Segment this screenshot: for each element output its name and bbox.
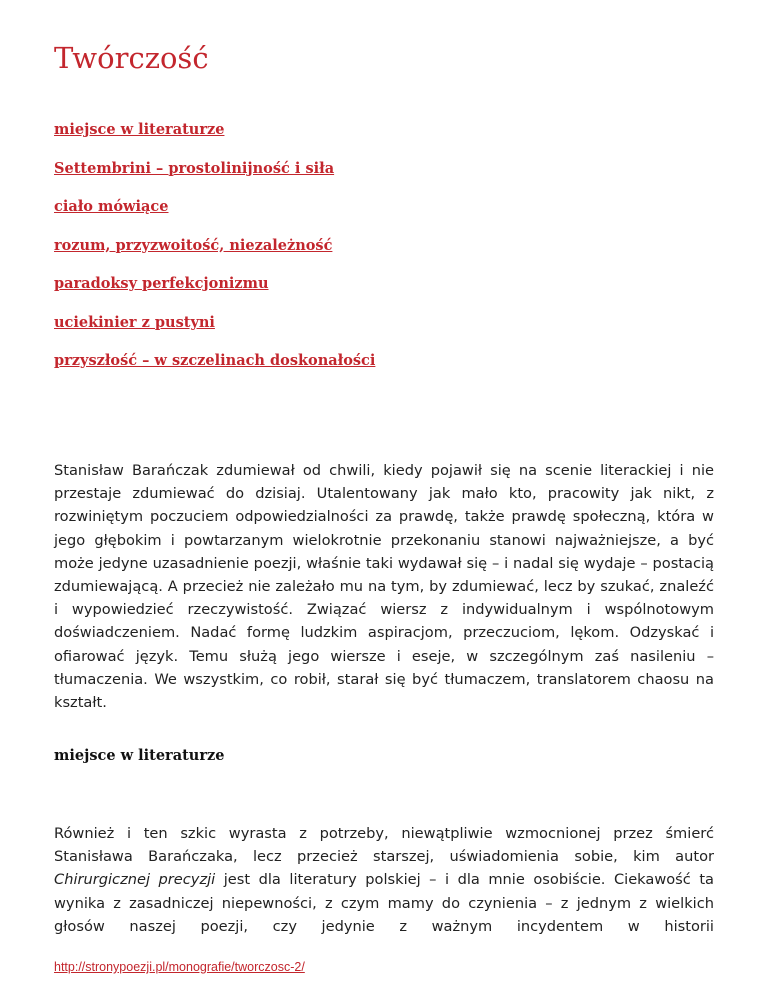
toc-link-cialo-mowiace[interactable]: ciało mówiące xyxy=(54,198,169,215)
toc-item xyxy=(54,197,375,236)
footer-source-link[interactable]: http://stronypoezji.pl/monografie/tworczosc-2/ xyxy=(54,960,305,974)
toc-link-rozum[interactable]: rozum, przyzwoitość, niezależność xyxy=(54,236,333,254)
toc-item xyxy=(54,120,375,159)
toc-item xyxy=(54,159,375,198)
section-text-end: jest dla literatury polskiej – i dla mnie osobiście. Ciekawość ta wynika z zasadniczej niepewności, z czym mamy do czynienia – z jednym z wielkich głosów naszej poezji, czy jedynie z ważnym incydentem w historii xyxy=(54,871,714,935)
toc-item xyxy=(54,274,375,313)
page-title: Twórczość xyxy=(54,41,209,75)
section-heading: miejsce w literaturze xyxy=(54,747,225,764)
book-title: Chirurgicznej precyzji xyxy=(54,871,216,889)
toc-item xyxy=(54,351,375,390)
toc-link-miejsce-w-literaturze[interactable]: miejsce w literaturze xyxy=(54,121,225,138)
toc-link-paradoksy[interactable]: paradoksy perfekcjonizmu xyxy=(54,275,269,292)
section-paragraph xyxy=(54,822,714,940)
toc-item xyxy=(54,236,375,275)
intro-paragraph: Stanisław Barańczak zdumiewał od chwili, kiedy pojawił się na scenie literackiej i nie przestaje zdumiewać do dzisiaj. Utalentowany jak mało kto, pracowity jak nikt, z rozwiniętym poczuciem odpowiedzialności za prawdę, także prawdę społeczną, która w jego głębokim i powtarzanym wielokrotnie przekonaniu stanowi najważniejsze, a być może jedyne uzasadnienie poezji, właśnie taki wydawał się – i nadal się wydaje – postacią zdumiewającą. A przecież nie zależało mu na tym, by zdumiewać, lecz by szukać, znaleźć i wypowiedzieć rzeczywistość. Związać wiersz z indywidualnym i wspólnotowym doświadczeniem. Nadać formę ludzkim aspiracjom, przeczuciom, lękom. Odzyskać i ofiarować język. Temu służą jego wiersze i eseje, w szczególnym zaś nasileniu – tłumaczenia. We wszystkim, co robił, starał się być tłumaczem, translatorem chaosu na kształt. xyxy=(54,462,714,712)
toc-link-przyszlosc[interactable]: przyszłość – w szczelinach doskonałości xyxy=(54,352,376,369)
section-text-start: Również i ten szkic wyrasta z potrzeby, niewątpliwie wzmocnionej przez śmierć Stanisława Barańczaka, lecz przecież starszej, uświadomienia sobie, kim autor xyxy=(54,825,714,866)
table-of-contents xyxy=(54,120,375,390)
toc-link-settembrini[interactable]: Settembrini – prostolinijność i siła xyxy=(54,159,335,177)
toc-link-uciekinier[interactable]: uciekinier z pustyni xyxy=(54,313,215,331)
toc-item xyxy=(54,313,375,352)
